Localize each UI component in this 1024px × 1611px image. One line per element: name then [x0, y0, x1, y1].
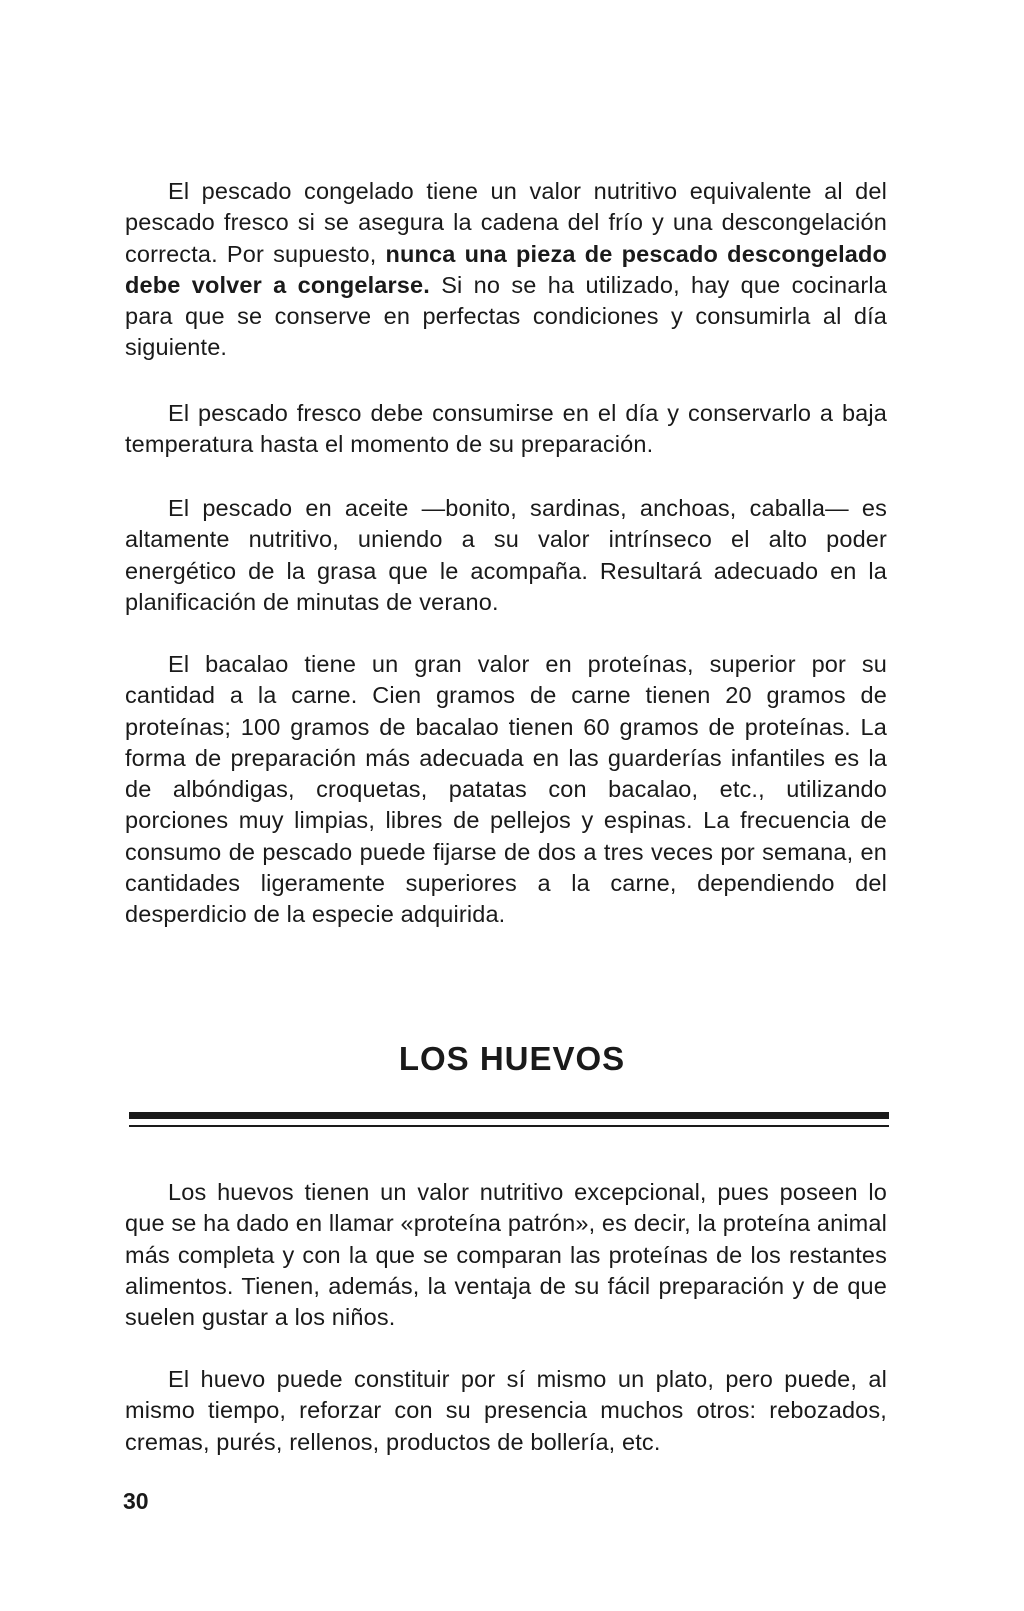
paragraph-text: El pescado congelado tiene un valor nutritivo equivalente al del pescado fresco si se asegura la cadena del frío y una descongelación correcta. Por supuesto,	[125, 178, 887, 267]
bold-warning: nunca una pieza de pescado descongelado debe volver a congelarse.	[125, 240, 887, 298]
paragraph-cod: El bacalao tiene un gran valor en proteínas, superior por su cantidad a la carne. Cien gramos de carne tienen 20 gramos de proteínas; 100 gramos de bacalao tienen 60 gramos de proteínas. La forma de preparación más adecuada en las guarderías infantiles es la de albóndigas, croquetas, patatas con bacalao, etc., utilizando porciones muy limpias, libres de pellejos y espinas. La frecuencia de consumo de pescado puede fijarse de dos a tres veces por semana, en cantidades ligeramente superiores a la carne, dependiendo del desperdicio de la especie adquirida.	[125, 651, 887, 928]
paragraph-eggs-uses: El huevo puede constituir por sí mismo un plato, pero puede, al mismo tiempo, reforzar con su presencia muchos otros: rebozados, cremas, purés, rellenos, productos de bollería, etc.	[125, 1366, 887, 1455]
page-number: 30	[123, 1488, 149, 1514]
paragraph-frozen-fish	[125, 176, 887, 364]
paragraph-text: Si no se ha utilizado, hay que cocinarla para que se conserve en perfectas condiciones y consumirla al día siguiente.	[125, 271, 887, 361]
heading-rule-thin	[129, 1125, 889, 1127]
section-heading: LOS HUEVOS	[398, 1040, 626, 1077]
heading-rule-thick	[129, 1112, 889, 1119]
paragraph-fish-in-oil: El pescado en aceite —bonito, sardinas, anchoas, caballa— es altamente nutritivo, uniendo a su valor intrínseco el alto poder energético de la grasa que le acompaña. Resultará adecuado en la planificación de minutas de verano.	[125, 495, 887, 615]
paragraph-fresh-fish: El pescado fresco debe consumirse en el día y conservarlo a baja temperatura hasta el momento de su preparación.	[125, 400, 887, 458]
paragraph-eggs-value: Los huevos tienen un valor nutritivo excepcional, pues poseen lo que se ha dado en llamar «proteína patrón», es decir, la proteína animal más completa y con la que se comparan las proteínas de los restantes alimentos. Tienen, además, la ventaja de su fácil preparación y de que suelen gustar a los niños.	[125, 1179, 887, 1331]
